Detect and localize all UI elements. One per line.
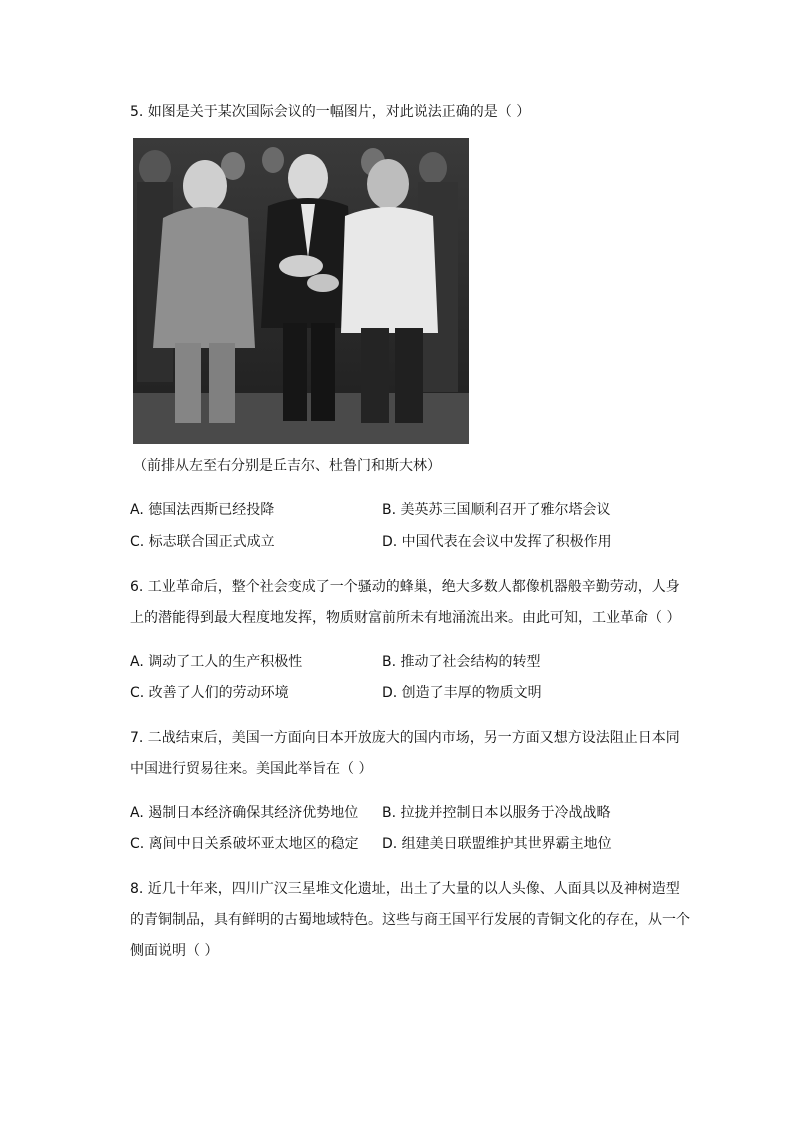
question-6-option-d[interactable]: D. 创造了丰厚的物质文明 [382,685,542,701]
question-5-stem: 5. 如图是关于某次国际会议的一幅图片，对此说法正确的是（ ） [130,104,531,120]
question-5-option-d[interactable]: D. 中国代表在会议中发挥了积极作用 [382,534,612,550]
question-5-option-a[interactable]: A. 德国法西斯已经投降 [130,502,275,518]
question-6-option-b[interactable]: B. 推动了社会结构的转型 [382,654,541,670]
conference-photo [133,138,469,444]
question-8-stem-line-3: 侧面说明（ ） [130,943,219,959]
question-6-stem-line-2: 上的潜能得到最大程度地发挥，物质财富前所未有地涌流出来。由此可知，工业革命（ ） [130,610,681,626]
question-7-option-c[interactable]: C. 离间中日关系破坏亚太地区的稳定 [130,836,359,852]
question-8-stem-line-2: 的青铜制品，具有鲜明的古蜀地域特色。这些与商王国平行发展的青铜文化的存在，从一个 [130,912,690,928]
question-7-option-d[interactable]: D. 组建美日联盟维护其世界霸主地位 [382,836,612,852]
question-6-option-a[interactable]: A. 调动了工人的生产积极性 [130,654,303,670]
question-6-stem-line-1: 6. 工业革命后，整个社会变成了一个骚动的蜂巢，绝大多数人都像机器般辛勤劳动，人身 [130,579,680,595]
question-7-stem-line-1: 7. 二战结束后，美国一方面向日本开放庞大的国内市场，另一方面又想方设法阻止日本同 [130,730,680,746]
question-5-option-b[interactable]: B. 美英苏三国顺利召开了雅尔塔会议 [382,502,611,518]
conference-photo-illustration [133,138,469,444]
question-7-stem-line-2: 中国进行贸易往来。美国此举旨在（ ） [130,761,373,777]
question-5-option-c[interactable]: C. 标志联合国正式成立 [130,534,275,550]
question-7-option-a[interactable]: A. 遏制日本经济确保其经济优势地位 [130,805,359,821]
question-8-stem-line-1: 8. 近几十年来，四川广汉三星堆文化遗址，出土了大量的以人头像、人面具以及神树造型 [130,881,680,897]
question-6-option-c[interactable]: C. 改善了人们的劳动环境 [130,685,289,701]
photo-caption: （前排从左至右分别是丘吉尔、杜鲁门和斯大林） [133,458,441,474]
question-7-option-b[interactable]: B. 拉拢并控制日本以服务于冷战战略 [382,805,611,821]
